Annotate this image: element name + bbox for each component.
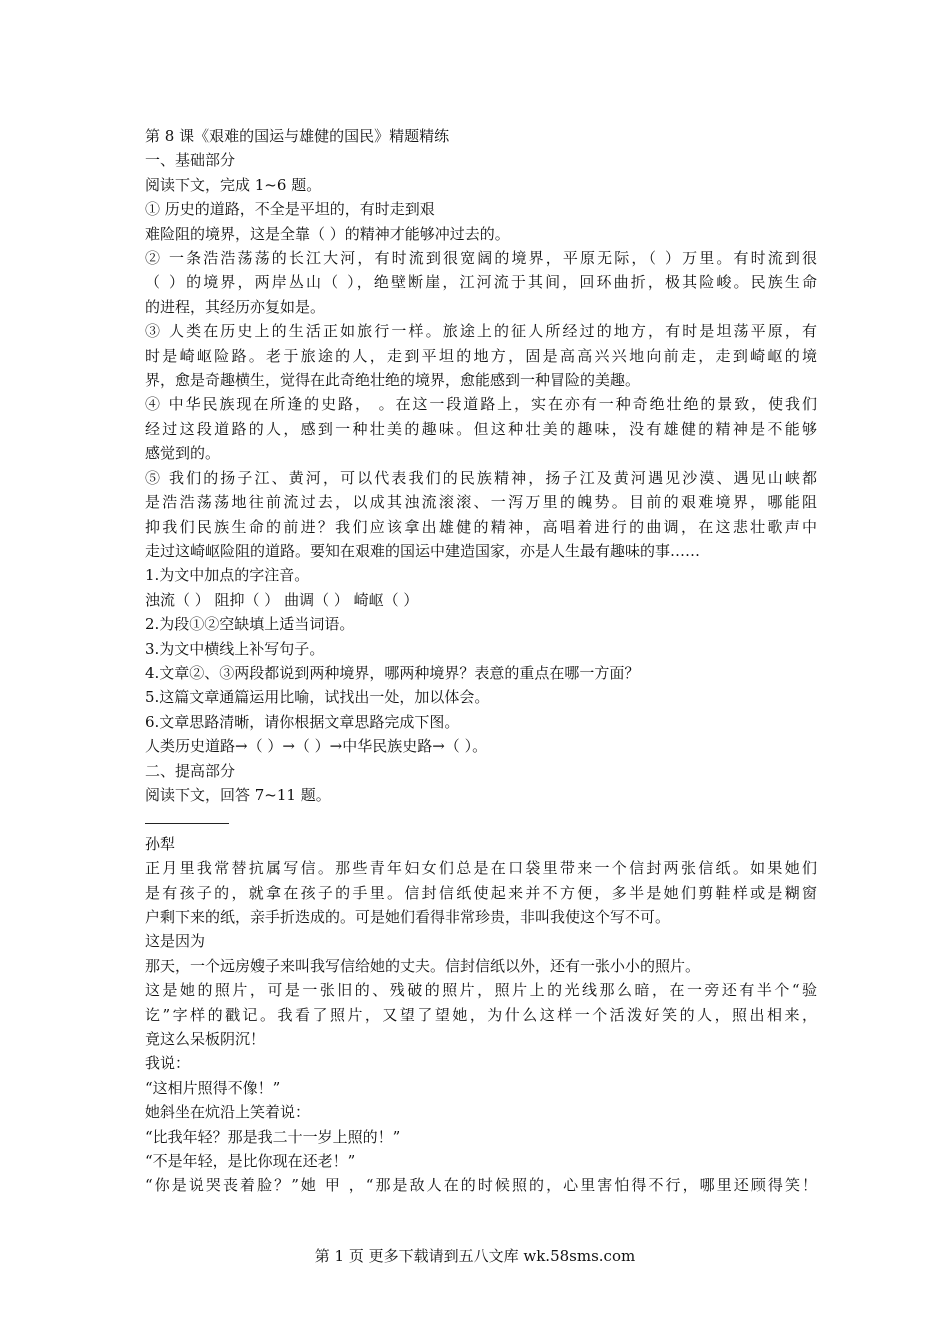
paragraph-5-line-2: 是浩浩荡荡地往前流过去，以成其浊流滚滚、一泻万里的魄势。目前的艰难境界，哪能阻: [145, 493, 817, 512]
paragraph-4-line-1: ④ 中华民族现在所逢的史路， 。在这一段道路上，实在亦有一种奇绝壮绝的景致，使我们: [145, 395, 817, 414]
story-line-9: 我说：: [145, 1054, 191, 1073]
story-line-14: “你是说哭丧着脸？”她 甲 ，“那是敌人在的时候照的，心里害怕得不行，哪里还顾得笑！: [145, 1176, 817, 1195]
title-blank-underline: [145, 823, 229, 824]
paragraph-5-line-1: ⑤ 我们的扬子江、黄河，可以代表我们的民族精神，扬子江及黄河遇见沙漠、遇见山峡都: [145, 468, 817, 487]
reading-instruction: 阅读下文，完成 1~6 题。: [145, 175, 322, 194]
title-blank-line: [145, 807, 817, 831]
question-6-diagram: 人类历史道路→（ ）→（ ）→中华民族史路→（ ）。: [145, 737, 488, 756]
story-line-4: 这是因为: [145, 932, 206, 951]
story-line-6: 这是她的照片，可是一张旧的、残破的照片，照片上的光线那么暗，在一旁还有半个“验: [145, 981, 817, 1000]
paragraph-2-line-2: （ ）的境界，两岸丛山（ ），绝壁断崖，江河流于其间，回环曲折，极其险峻。民族生命: [145, 273, 817, 292]
question-2: 2.为段①②空缺填上适当词语。: [145, 615, 355, 634]
section-heading-basic: 一、基础部分: [145, 151, 236, 170]
story-line-13: “不是年轻，是比你现在还老！”: [145, 1152, 356, 1171]
lesson-title: 第 8 课《艰难的国运与雄健的国民》精题精练: [145, 127, 450, 145]
question-6: 6.文章思路清晰，请你根据文章思路完成下图。: [145, 712, 460, 731]
paragraph-3-line-2: 时是崎岖险路。老于旅途的人，走到平坦的地方，固是高高兴兴地向前走，走到崎岖的境: [145, 346, 817, 365]
story-line-12: “比我年轻？那是我二十一岁上照的！”: [145, 1127, 401, 1146]
paragraph-5-line-3: 抑我们民族生命的前进？我们应该拿出雄健的精神，高唱着进行的曲调，在这悲壮歌声中: [145, 517, 817, 536]
paragraph-2-line-1: ② 一条浩浩荡荡的长江大河，有时流到很宽阔的境界，平原无际，（ ）万里。有时流到很: [145, 249, 817, 268]
question-3: 3.为文中横线上补写句子。: [145, 639, 325, 658]
story-line-10: “这相片照得不像！”: [145, 1078, 281, 1097]
paragraph-1-line-2: 难险阻的境界，这是全靠（ ）的精神才能够冲过去的。: [145, 224, 510, 243]
section-heading-advanced: 二、提高部分: [145, 761, 236, 780]
paragraph-4-line-2: 经过这段道路的人，感到一种壮美的趣味。但这种壮美的趣味，没有雄健的精神是不能够: [145, 419, 817, 438]
question-4: 4.文章②、③两段都说到两种境界，哪两种境界？表意的重点在哪一方面？: [145, 663, 640, 682]
paragraph-1-line-1: ① 历史的道路，不全是平坦的，有时走到艰: [145, 200, 435, 219]
reading-instruction-2: 阅读下文，回答 7~11 题。: [145, 785, 331, 804]
story-line-7: 讫”字样的戳记。我看了照片，又望了望她，为什么这样一个活泼好笑的人，照出相来，: [145, 1005, 817, 1024]
page-footer: 第 1 页 更多下载请到五八文库 wk.58sms.com: [314, 1247, 636, 1265]
story-line-1: 正月里我常替抗属写信。那些青年妇女们总是在口袋里带来一个信封两张信纸。如果她们: [145, 859, 817, 878]
story-line-8: 竟这么呆板阴沉！: [145, 1030, 266, 1049]
paragraph-5-line-4: 走过这崎岖险阻的道路。要知在艰难的国运中建造国家，亦是人生最有趣味的事……: [145, 541, 701, 560]
question-5: 5.这篇文章通篇运用比喻，试找出一处，加以体会。: [145, 688, 490, 707]
paragraph-3-line-1: ③ 人类在历史上的生活正如旅行一样。旅途上的征人所经过的地方，有时是坦荡平原，有: [145, 322, 817, 341]
document-body: [145, 124, 817, 1198]
paragraph-3-line-3: 界，愈是奇趣横生，觉得在此奇绝壮绝的境界，愈能感到一种冒险的美趣。: [145, 371, 641, 390]
story-author: 孙犁: [145, 834, 176, 853]
story-line-11: 她斜坐在炕沿上笑着说：: [145, 1103, 311, 1122]
story-line-5: 那天，一个远房嫂子来叫我写信给她的丈夫。信封信纸以外，还有一张小小的照片。: [145, 956, 701, 975]
question-1-blanks: 浊流（ ） 阻抑（ ） 曲调（ ） 崎岖（ ）: [145, 590, 419, 609]
paragraph-4-line-3: 感觉到的。: [145, 444, 221, 463]
story-line-3: 户剩下来的纸，亲手折迭成的。可是她们看得非常珍贵，非叫我使这个写不可。: [145, 907, 671, 926]
story-line-2: 是有孩子的，就拿在孩子的手里。信封信纸使起来并不方便，多半是她们剪鞋样或是糊窗: [145, 883, 817, 902]
question-1: 1.为文中加点的字注音。: [145, 566, 310, 585]
paragraph-2-line-3: 的进程，其经历亦复如是。: [145, 297, 326, 316]
